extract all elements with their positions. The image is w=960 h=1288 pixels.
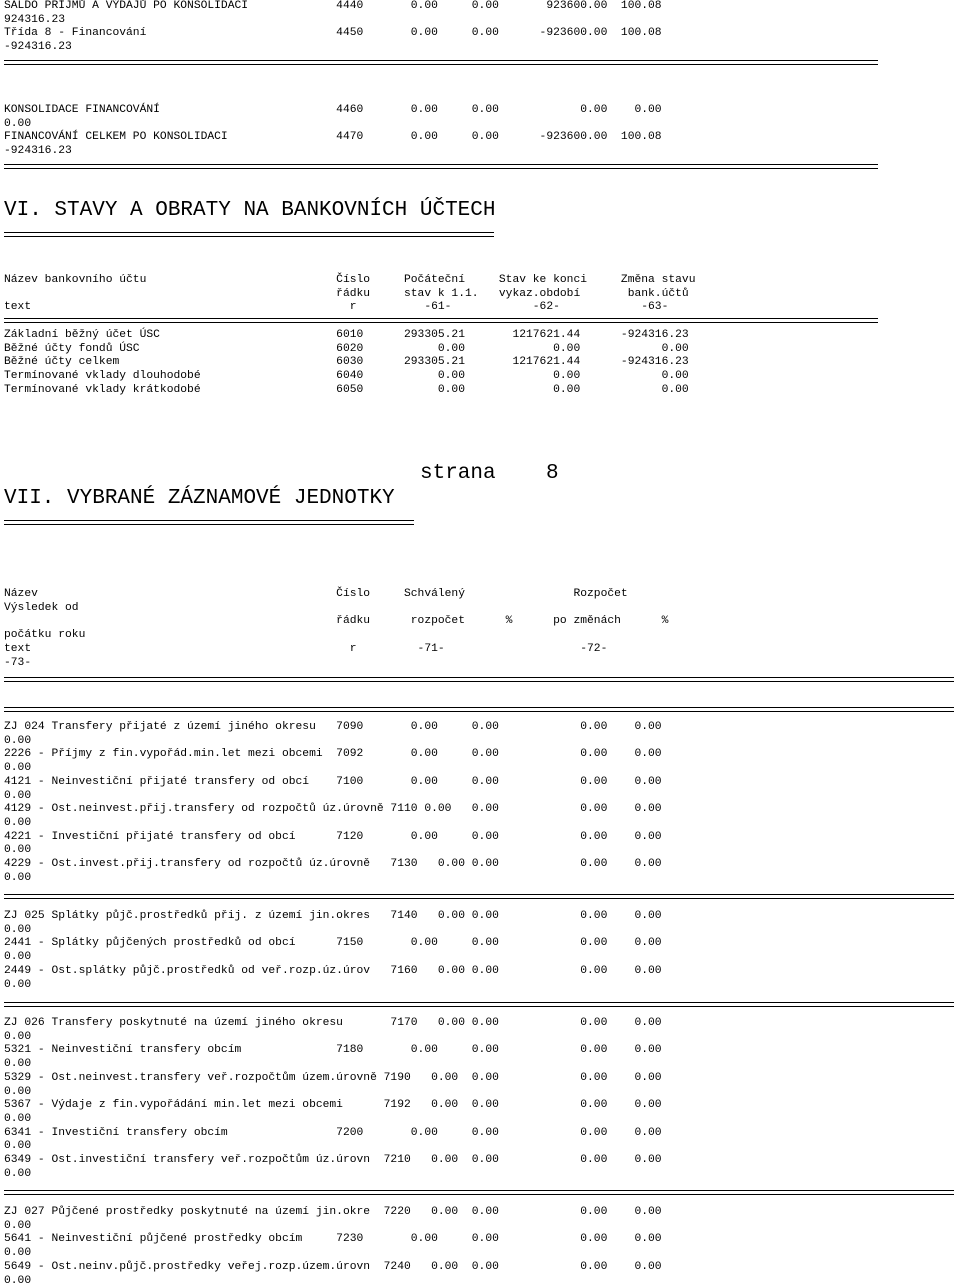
table-row: 0.00 xyxy=(4,978,32,991)
table-row: 0.00 xyxy=(4,923,32,936)
table-row: 6349 - Ost.investiční transfery veř.rozpočtům úz.úrovn 7210 0.00 0.00 0.00 0.00 xyxy=(4,1154,662,1167)
table-row: 0.00 xyxy=(4,816,32,829)
section-vi-rows xyxy=(4,329,689,398)
table-row: ZJ 024 Transfery přijaté z území jiného okresu 7090 0.00 0.00 0.00 0.00 xyxy=(4,721,662,733)
table-row: 0.00 xyxy=(4,762,32,775)
header-line: počátku roku xyxy=(4,629,86,642)
double-rule xyxy=(4,707,954,712)
table-row: 0.00 xyxy=(4,1030,32,1043)
table-row: 0.00 xyxy=(4,871,32,884)
text-line: 0.00 xyxy=(4,117,32,130)
header-line: -73- xyxy=(4,656,32,669)
table-row: ZJ 027 Půjčené prostředky poskytnuté na území jin.okre 7220 0.00 0.00 0.00 0.00 xyxy=(4,1206,662,1218)
title-underline xyxy=(4,520,414,525)
header-line: řádku rozpočet % po změnách % xyxy=(4,615,669,628)
page-number: strana 8 xyxy=(420,462,559,485)
table-row: 5649 - Ost.neinv.půjč.prostředky veřej.rozp.územ.úrovn 7240 0.00 0.00 0.00 0.00 xyxy=(4,1260,662,1273)
table-row: 0.00 xyxy=(4,1112,32,1125)
text-line: KONSOLIDACE FINANCOVÁNÍ 4460 0.00 0.00 0.00 0.00 xyxy=(4,104,662,116)
table-row: 0.00 xyxy=(4,789,32,802)
text-line: -924316.23 xyxy=(4,41,72,54)
section-vii-header xyxy=(4,588,668,670)
text-line: FINANCOVÁNÍ CELKEM PO KONSOLIDACI 4470 0.00 0.00 -923600.00 100.08 xyxy=(4,131,662,144)
text-line: Třída 8 - Financování 4450 0.00 0.00 -923600.00 100.08 xyxy=(4,27,662,40)
table-row: 0.00 xyxy=(4,734,32,747)
section-vii-title: VII. VYBRANÉ ZÁZNAMOVÉ JEDNOTKY xyxy=(4,487,395,510)
table-row: Běžné účty celkem 6030 293305.21 1217621.44 -924316.23 xyxy=(4,356,689,369)
text-line: 924316.23 xyxy=(4,13,66,26)
table-row: 6341 - Investiční transfery obcím 7200 0.00 0.00 0.00 0.00 xyxy=(4,1126,662,1139)
table-row: ZJ 025 Splátky půjč.prostředků přij. z území jin.okres 7140 0.00 0.00 0.00 0.00 xyxy=(4,910,662,922)
table-row: 0.00 xyxy=(4,844,32,857)
table-row: Termínované vklady dlouhodobé 6040 0.00 0.00 0.00 xyxy=(4,370,689,383)
table-row: 0.00 xyxy=(4,1167,32,1180)
double-rule xyxy=(4,164,878,169)
text-line: -924316.23 xyxy=(4,145,72,158)
header-line: Název bankovního účtu Číslo Počáteční Stav ke konci Změna stavu xyxy=(4,274,696,286)
zj-026-group xyxy=(4,1017,662,1181)
table-row: ZJ 026 Transfery poskytnuté na území jiného okresu 7170 0.00 0.00 0.00 0.00 xyxy=(4,1017,662,1029)
header-line: text r -71- -72- xyxy=(4,642,608,655)
section-vi-header xyxy=(4,274,695,315)
table-row: 0.00 xyxy=(4,1058,32,1071)
double-rule xyxy=(4,894,954,899)
table-row: 0.00 xyxy=(4,1274,32,1287)
table-row: Základní běžný účet ÚSC 6010 293305.21 1217621.44 -924316.23 xyxy=(4,329,689,341)
double-rule xyxy=(4,60,878,65)
double-rule xyxy=(4,677,954,682)
table-row: 0.00 xyxy=(4,1085,32,1098)
header-line: řádku stav k 1.1. vykaz.období bank.účtů xyxy=(4,287,689,300)
double-rule xyxy=(4,1190,954,1195)
table-row: 5367 - Výdaje z fin.vypořádání min.let mezi obcemi 7192 0.00 0.00 0.00 0.00 xyxy=(4,1099,662,1112)
table-row: 4129 - Ost.neinvest.přij.transfery od rozpočtů úz.úrovně 7110 0.00 0.00 0.00 0.00 xyxy=(4,803,662,816)
saldo-block xyxy=(4,0,662,55)
table-row: 4221 - Investiční přijaté transfery od obcí 7120 0.00 0.00 0.00 0.00 xyxy=(4,830,662,843)
header-line: Výsledek od xyxy=(4,601,79,614)
table-row: 0.00 xyxy=(4,1140,32,1153)
table-row: 2449 - Ost.splátky půjč.prostředků od veř.rozp.úz.úrov 7160 0.00 0.00 0.00 0.00 xyxy=(4,964,662,977)
table-row: 5329 - Ost.neinvest.transfery veř.rozpočtům územ.úrovně 7190 0.00 0.00 0.00 0.00 xyxy=(4,1071,662,1084)
table-row: Termínované vklady krátkodobé 6050 0.00 0.00 0.00 xyxy=(4,383,689,396)
section-vi-title: VI. STAVY A OBRATY NA BANKOVNÍCH ÚČTECH xyxy=(4,199,496,222)
zj-024-group xyxy=(4,721,662,885)
table-row: 0.00 xyxy=(4,1247,32,1260)
double-rule xyxy=(4,318,878,323)
title-underline xyxy=(4,232,494,237)
table-row: Běžné účty fondů ÚSC 6020 0.00 0.00 0.00 xyxy=(4,342,689,355)
konsolidace-block xyxy=(4,104,662,159)
table-row: 4121 - Neinvestiční přijaté transfery od obcí 7100 0.00 0.00 0.00 0.00 xyxy=(4,775,662,788)
table-row: 2441 - Splátky půjčených prostředků od obcí 7150 0.00 0.00 0.00 0.00 xyxy=(4,937,662,950)
double-rule xyxy=(4,1002,954,1007)
header-line: Název Číslo Schválený Rozpočet xyxy=(4,588,628,600)
zj-027-group xyxy=(4,1206,662,1288)
zj-025-group xyxy=(4,910,662,992)
table-row: 2226 - Příjmy z fin.vypořád.min.let mezi obcemi 7092 0.00 0.00 0.00 0.00 xyxy=(4,748,662,761)
table-row: 0.00 xyxy=(4,951,32,964)
table-row: 4229 - Ost.invest.přij.transfery od rozpočtů úz.úrovně 7130 0.00 0.00 0.00 0.00 xyxy=(4,858,662,871)
table-row: 5641 - Neinvestiční půjčené prostředky obcím 7230 0.00 0.00 0.00 0.00 xyxy=(4,1233,662,1246)
table-row: 0.00 xyxy=(4,1219,32,1232)
text-line: SALDO PŘÍJMŮ A VÝDAJŮ PO KONSOLIDACI 4440 0.00 0.00 923600.00 100.08 xyxy=(4,0,662,12)
header-line: text r -61- -62- -63- xyxy=(4,301,669,314)
table-row: 5321 - Neinvestiční transfery obcím 7180 0.00 0.00 0.00 0.00 xyxy=(4,1044,662,1057)
